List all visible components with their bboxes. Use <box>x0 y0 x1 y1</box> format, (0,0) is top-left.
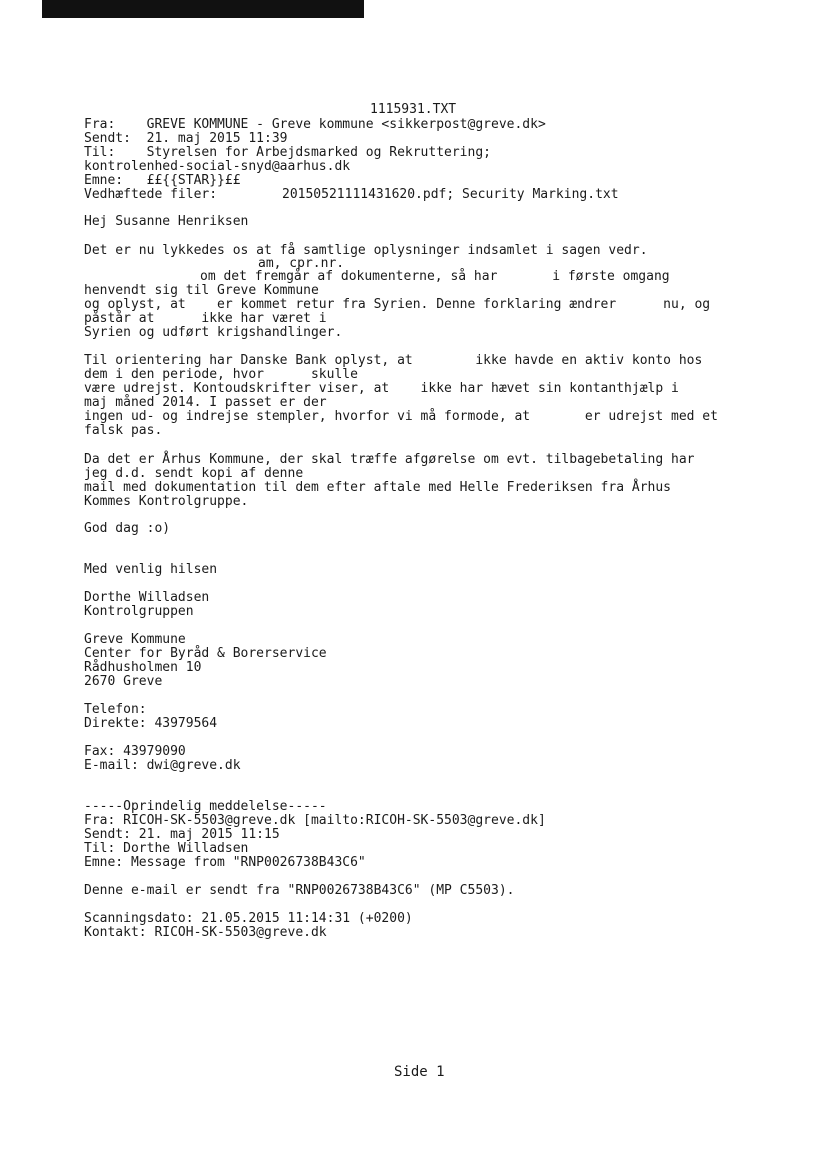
body-p3-line2: jeg d.d. sendt kopi af denne <box>84 466 304 481</box>
document-filename: 1115931.TXT <box>370 102 457 117</box>
body-p2-line1: Til orientering har Danske Bank oplyst, at ikke havde en aktiv konto hos <box>84 353 703 368</box>
header-from: Fra: GREVE KOMMUNE - Greve kommune <sikkerpost@greve.dk> <box>84 117 546 132</box>
header-subject: Emne: ££{{STAR}}££ <box>84 173 241 188</box>
body-p2-line4: maj måned 2014. I passet er der <box>84 395 327 410</box>
header-to-cont: kontrolenhed-social-snyd@aarhus.dk <box>84 159 351 174</box>
body-p3-line1: Da det er Århus Kommune, der skal træffe afgørelse om evt. tilbagebetaling har <box>84 452 695 467</box>
original-separator: -----Oprindelig meddelelse----- <box>84 799 327 814</box>
signature-direct: Direkte: 43979564 <box>84 716 218 731</box>
body-p1-line3: om det fremgår af dokumenterne, så har i første omgang <box>200 269 670 284</box>
original-subject: Emne: Message from "RNP0026738B43C6" <box>84 855 366 870</box>
body-p1-line4: henvendt sig til Greve Kommune <box>84 283 319 298</box>
signature-unit: Kontrolgruppen <box>84 604 194 619</box>
body-p1-line2: am, cpr.nr. <box>258 256 345 271</box>
body-p1-line5: og oplyst, at er kommet retur fra Syrien. Denne forklaring ændrer nu, og <box>84 297 711 312</box>
original-contact: Kontakt: RICOH-SK-5503@greve.dk <box>84 925 327 940</box>
body-p1-line1: Det er nu lykkedes os at få samtlige oplysninger indsamlet i sagen vedr. <box>84 243 648 258</box>
original-note: Denne e-mail er sendt fra "RNP0026738B43C6" (MP C5503). <box>84 883 515 898</box>
greeting: Hej Susanne Henriksen <box>84 214 249 229</box>
body-p2-line3: være udrejst. Kontoudskrifter viser, at ikke har hævet sin kontanthjælp i <box>84 381 679 396</box>
signature-org: Greve Kommune <box>84 632 186 647</box>
original-to: Til: Dorthe Willadsen <box>84 841 249 856</box>
body-p2-line6: falsk pas. <box>84 423 163 438</box>
signature-phone-label: Telefon: <box>84 702 147 717</box>
body-p2-line5: ingen ud- og indrejse stempler, hvorfor vi må formode, at er udrejst med et <box>84 409 718 424</box>
original-scan-date: Scanningsdato: 21.05.2015 11:14:31 (+0200) <box>84 911 413 926</box>
signature-name: Dorthe Willadsen <box>84 590 210 605</box>
body-p1-line7: Syrien og udført krigshandlinger. <box>84 325 343 340</box>
signature-fax: Fax: 43979090 <box>84 744 186 759</box>
original-sent: Sendt: 21. maj 2015 11:15 <box>84 827 280 842</box>
signature-regards: Med venlig hilsen <box>84 562 218 577</box>
header-attachments-label: Vedhæftede filer: <box>84 187 218 202</box>
signature-dept: Center for Byråd & Borerservice <box>84 646 327 661</box>
signature-street: Rådhusholmen 10 <box>84 660 202 675</box>
body-p3-line3: mail med dokumentation til dem efter aftale med Helle Frederiksen fra Århus <box>84 480 671 495</box>
signature-email: E-mail: dwi@greve.dk <box>84 758 241 773</box>
body-p1-line6: påstår at ikke har været i <box>84 311 327 326</box>
header-to: Til: Styrelsen for Arbejdsmarked og Rekruttering; <box>84 145 491 160</box>
closing-line: God dag :o) <box>84 521 171 536</box>
header-sent: Sendt: 21. maj 2015 11:39 <box>84 131 288 146</box>
header-attachments: 20150521111431620.pdf; Security Marking.txt <box>282 187 619 202</box>
original-from: Fra: RICOH-SK-5503@greve.dk [mailto:RICOH-SK-5503@greve.dk] <box>84 813 546 828</box>
body-p2-line2: dem i den periode, hvor skulle <box>84 367 358 382</box>
page-number: Side 1 <box>394 1064 445 1080</box>
redaction-bar <box>42 0 364 18</box>
signature-city: 2670 Greve <box>84 674 163 689</box>
body-p3-line4: Kommes Kontrolgruppe. <box>84 494 249 509</box>
